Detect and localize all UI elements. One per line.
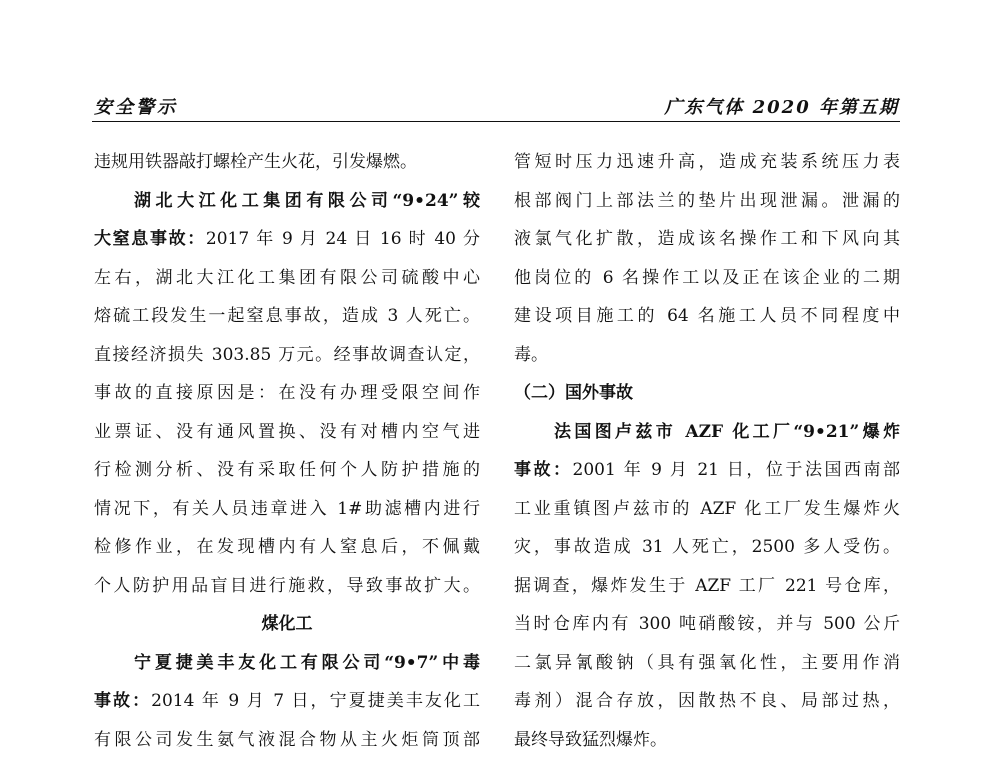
paragraph-text: 2001 年 9 月 21 日，位于法国西南部 [572, 460, 900, 480]
incident-heading: 宁夏捷美丰友化工有限公司“9•7”中毒 [134, 652, 480, 673]
paragraph-line: 液氯气化扩散，造成该名操作工和下风向其 [514, 229, 900, 249]
paragraph-line: 毒剂）混合存放，因散热不良、局部过热， [514, 691, 900, 711]
paragraph-line [514, 451, 900, 490]
paragraph-line: 建设项目施工的 64 名施工人员不同程度中 [514, 306, 900, 326]
paragraph-line: 管短时压力迅速升高，造成充装系统压力表 [514, 152, 900, 172]
running-header-issue: 广东气体 2020 年第五期 [664, 97, 899, 118]
incident-heading-end: 事故： [514, 460, 573, 480]
paragraph-line: 业票证、没有通风置换、没有对槽内空气进 [94, 421, 480, 442]
paragraph-line: 事故的直接原因是：在没有办理受限空间作 [94, 383, 480, 403]
paragraph-line: 个人防护用品盲目进行施救，导致事故扩大。 [94, 575, 480, 596]
paragraph-text: 2017 年 9 月 24 日 16 时 40 分 [205, 229, 480, 249]
section-heading: （二）国外事故 [514, 383, 633, 403]
paragraph-line: 据调查，爆炸发生于 AZF 工厂 221 号仓库， [514, 575, 900, 596]
paragraph-line: 当时仓库内有 300 吨硝酸铵，并与 500 公斤 [514, 614, 900, 634]
incident-heading-end: 大窒息事故： [94, 229, 206, 249]
paragraph-line: 毒。 [514, 344, 548, 365]
paragraph-line: 有限公司发生氨气液混合物从主火炬筒顶部 [94, 729, 480, 750]
paragraph-text: 2014 年 9 月 7 日，宁夏捷美丰友化工 [151, 691, 480, 711]
paragraph-line: 根部阀门上部法兰的垫片出现泄漏。泄漏的 [514, 190, 900, 211]
paragraph-line: 工业重镇图卢兹市的 AZF 化工厂发生爆炸火 [514, 498, 900, 519]
header-rule [92, 121, 900, 122]
paragraph-line: 他岗位的 6 名操作工以及正在该企业的二期 [514, 267, 900, 288]
paragraph-line: 二氯异氰酸钠（具有强氧化性，主要用作消 [514, 652, 900, 673]
paragraph-line [94, 682, 480, 721]
paragraph-line: 违规用铁器敲打螺栓产生火花，引发爆燃。 [94, 152, 417, 172]
paragraph-line: 直接经济损失 303.85 万元。经事故调查认定， [94, 344, 480, 365]
paragraph-line: 灾，事故造成 31 人死亡，2500 多人受伤。 [514, 537, 900, 557]
paragraph-line: 左右，湖北大江化工集团有限公司硫酸中心 [94, 267, 480, 288]
paragraph-line: 检修作业，在发现槽内有人窒息后，不佩戴 [94, 537, 480, 557]
paragraph-line: 行检测分析、没有采取任何个人防护措施的 [94, 460, 480, 480]
right-column [514, 143, 900, 759]
incident-heading-end: 事故： [94, 691, 152, 711]
incident-heading: 湖北大江化工集团有限公司“9•24”较 [134, 190, 480, 211]
paragraph-line: 情况下，有关人员违章进入 1#助滤槽内进行 [94, 498, 480, 519]
paragraph-line [94, 220, 480, 259]
left-column [94, 143, 480, 759]
incident-heading: 法国图卢兹市 AZF 化工厂“9•21”爆炸 [554, 421, 900, 442]
section-heading: 煤化工 [261, 614, 313, 634]
paragraph-line: 熔硫工段发生一起窒息事故，造成 3 人死亡。 [94, 306, 480, 326]
running-header-section: 安全警示 [94, 97, 178, 118]
paragraph-line: 最终导致猛烈爆炸。 [514, 729, 667, 750]
